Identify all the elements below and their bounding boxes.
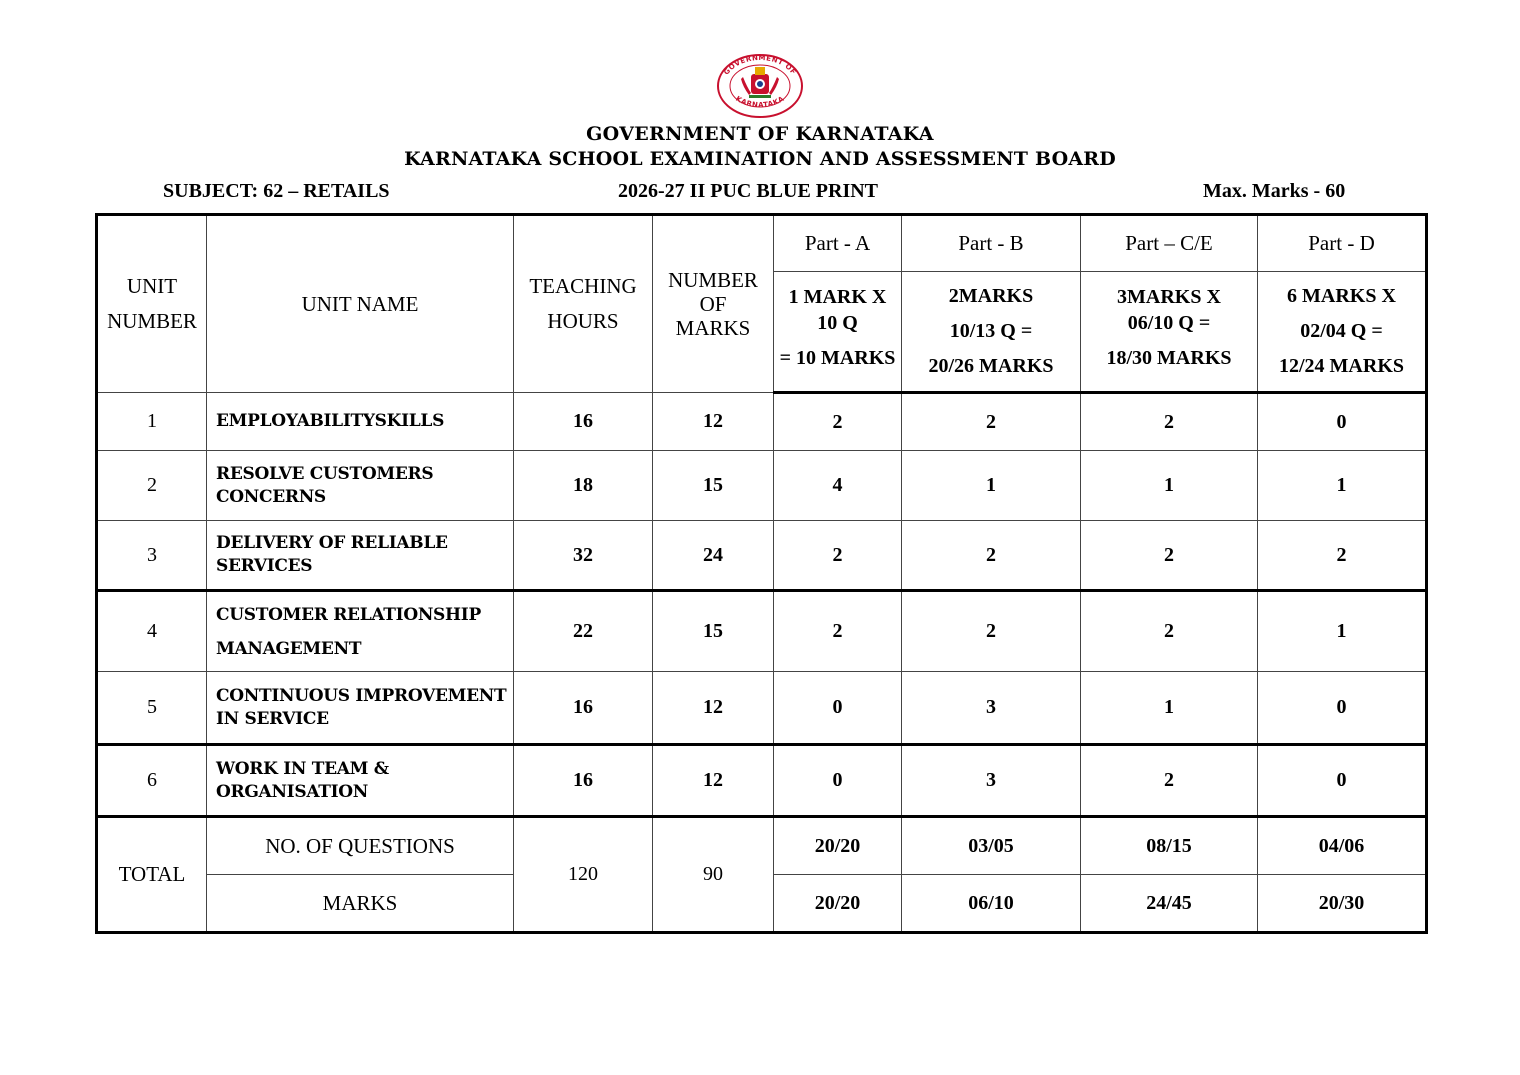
teaching-hours-cell: 16 (514, 393, 653, 451)
unit-name-cell: RESOLVE CUSTOMERS CONCERNS (207, 451, 514, 521)
part-ce-scheme-line3: 18/30 MARKS (1106, 346, 1232, 369)
subject-label: SUBJECT: 62 – RETAILS (163, 180, 390, 202)
part-ce-scheme-line2: 06/10 Q = (1127, 311, 1211, 334)
part-ce-cell: 2 (1081, 393, 1258, 451)
part-a-cell: 2 (774, 591, 902, 672)
page-title-board: KARNATAKA SCHOOL EXAMINATION AND ASSESSMENT BOARD (404, 148, 1116, 170)
part-d-cell: 0 (1258, 393, 1427, 451)
teaching-hours-cell: 16 (514, 745, 653, 817)
marks-cell: 12 (653, 672, 774, 745)
total-questions-part-b: 03/05 (902, 817, 1081, 875)
part-b-scheme-line3: 20/26 MARKS (928, 355, 1054, 377)
part-ce-cell: 2 (1081, 745, 1258, 817)
total-questions-part-a: 20/20 (774, 817, 902, 875)
total-marks-part-ce: 24/45 (1081, 875, 1258, 933)
karnataka-emblem-logo (715, 53, 805, 119)
part-d-cell: 1 (1258, 451, 1427, 521)
part-b-cell: 3 (902, 745, 1081, 817)
part-d-cell: 2 (1258, 521, 1427, 591)
col-header-teaching-hours: TEACHING HOURS (514, 215, 653, 393)
total-questions-part-ce: 08/15 (1081, 817, 1258, 875)
teaching-hours-cell: 32 (514, 521, 653, 591)
part-b-cell: 2 (902, 521, 1081, 591)
col-header-number-of-marks: NUMBER OF MARKS (653, 215, 774, 393)
col-header-part-a: Part - A (774, 215, 902, 272)
col-header-part-b: Part - B (902, 215, 1081, 272)
part-d-scheme-line3: 12/24 MARKS (1279, 355, 1404, 377)
part-ce-cell: 2 (1081, 521, 1258, 591)
unit-number-cell: 3 (97, 521, 207, 591)
table-row (97, 591, 1427, 672)
unit-number-cell: 6 (97, 745, 207, 817)
part-b-cell: 2 (902, 591, 1081, 672)
total-marks-part-a: 20/20 (774, 875, 902, 933)
marks-cell: 12 (653, 745, 774, 817)
total-marks: 90 (653, 817, 774, 933)
blueprint-table (95, 213, 1428, 934)
part-ce-scheme (1081, 272, 1258, 393)
marks-cell: 12 (653, 393, 774, 451)
part-b-cell: 1 (902, 451, 1081, 521)
unit-name-cell: DELIVERY OF RELIABLE SERVICES (207, 521, 514, 591)
col-header-part-ce: Part – C/E (1081, 215, 1258, 272)
part-d-scheme-line2: 02/04 Q = (1300, 320, 1383, 342)
col-header-unit-number: UNIT NUMBER (97, 215, 207, 393)
svg-text:KARNATAKA: KARNATAKA (734, 94, 786, 110)
max-marks-label: Max. Marks - 60 (1203, 180, 1346, 202)
part-a-scheme-line3: = 10 MARKS (779, 346, 896, 369)
part-d-cell: 1 (1258, 591, 1427, 672)
total-marks-label: MARKS (207, 875, 514, 933)
unit-name-cell: CONTINUOUS IMPROVEMENT IN SERVICE (207, 672, 514, 745)
unit-number-cell: 5 (97, 672, 207, 745)
total-hours: 120 (514, 817, 653, 933)
part-a-scheme-line2: 10 Q (817, 311, 858, 334)
marks-cell: 15 (653, 451, 774, 521)
table-row (97, 393, 1427, 451)
col-header-unit-name: UNIT NAME (207, 215, 514, 393)
blueprint-label: 2026-27 II PUC BLUE PRINT (618, 180, 879, 202)
part-a-scheme (774, 272, 902, 393)
part-a-cell: 4 (774, 451, 902, 521)
part-b-cell: 2 (902, 393, 1081, 451)
marks-cell: 24 (653, 521, 774, 591)
part-d-cell: 0 (1258, 745, 1427, 817)
unit-number-cell: 2 (97, 451, 207, 521)
part-ce-cell: 2 (1081, 591, 1258, 672)
part-ce-scheme-line1: 3MARKS X (1117, 285, 1221, 308)
unit-name-cell: CUSTOMER RELATIONSHIP MANAGEMENT (207, 591, 514, 672)
table-row (97, 745, 1427, 817)
part-ce-cell: 1 (1081, 451, 1258, 521)
unit-number-cell: 1 (97, 393, 207, 451)
part-d-scheme (1258, 272, 1427, 393)
part-d-cell: 0 (1258, 672, 1427, 745)
teaching-hours-cell: 16 (514, 672, 653, 745)
marks-cell: 15 (653, 591, 774, 672)
page-title-government: GOVERNMENT OF KARNATAKA (586, 123, 934, 145)
header-row-parts (97, 215, 1427, 272)
col-header-part-d: Part - D (1258, 215, 1427, 272)
total-marks-part-d: 20/30 (1258, 875, 1427, 933)
part-a-cell: 2 (774, 521, 902, 591)
part-ce-cell: 1 (1081, 672, 1258, 745)
teaching-hours-cell: 22 (514, 591, 653, 672)
unit-number-cell: 4 (97, 591, 207, 672)
part-d-scheme-line1: 6 MARKS X (1287, 285, 1396, 307)
part-a-cell: 0 (774, 672, 902, 745)
part-a-scheme-line1: 1 MARK X (788, 285, 887, 308)
total-marks-part-b: 06/10 (902, 875, 1081, 933)
part-b-scheme (902, 272, 1081, 393)
part-b-cell: 3 (902, 672, 1081, 745)
unit-name-cell: EMPLOYABILITYSKILLS (207, 393, 514, 451)
part-b-scheme-line1: 2MARKS (948, 285, 1034, 307)
part-b-scheme-line2: 10/13 Q = (949, 320, 1033, 342)
table-row (97, 451, 1427, 521)
total-questions-row (97, 817, 1427, 875)
total-label: TOTAL (97, 817, 207, 933)
total-questions-part-d: 04/06 (1258, 817, 1427, 875)
total-questions-label: NO. OF QUESTIONS (207, 817, 514, 875)
part-a-cell: 2 (774, 393, 902, 451)
unit-name-cell: WORK IN TEAM & ORGANISATION (207, 745, 514, 817)
part-a-cell: 0 (774, 745, 902, 817)
table-row (97, 672, 1427, 745)
teaching-hours-cell: 18 (514, 451, 653, 521)
svg-text:GOVERNMENT OF: GOVERNMENT OF (722, 53, 798, 77)
table-row (97, 521, 1427, 591)
